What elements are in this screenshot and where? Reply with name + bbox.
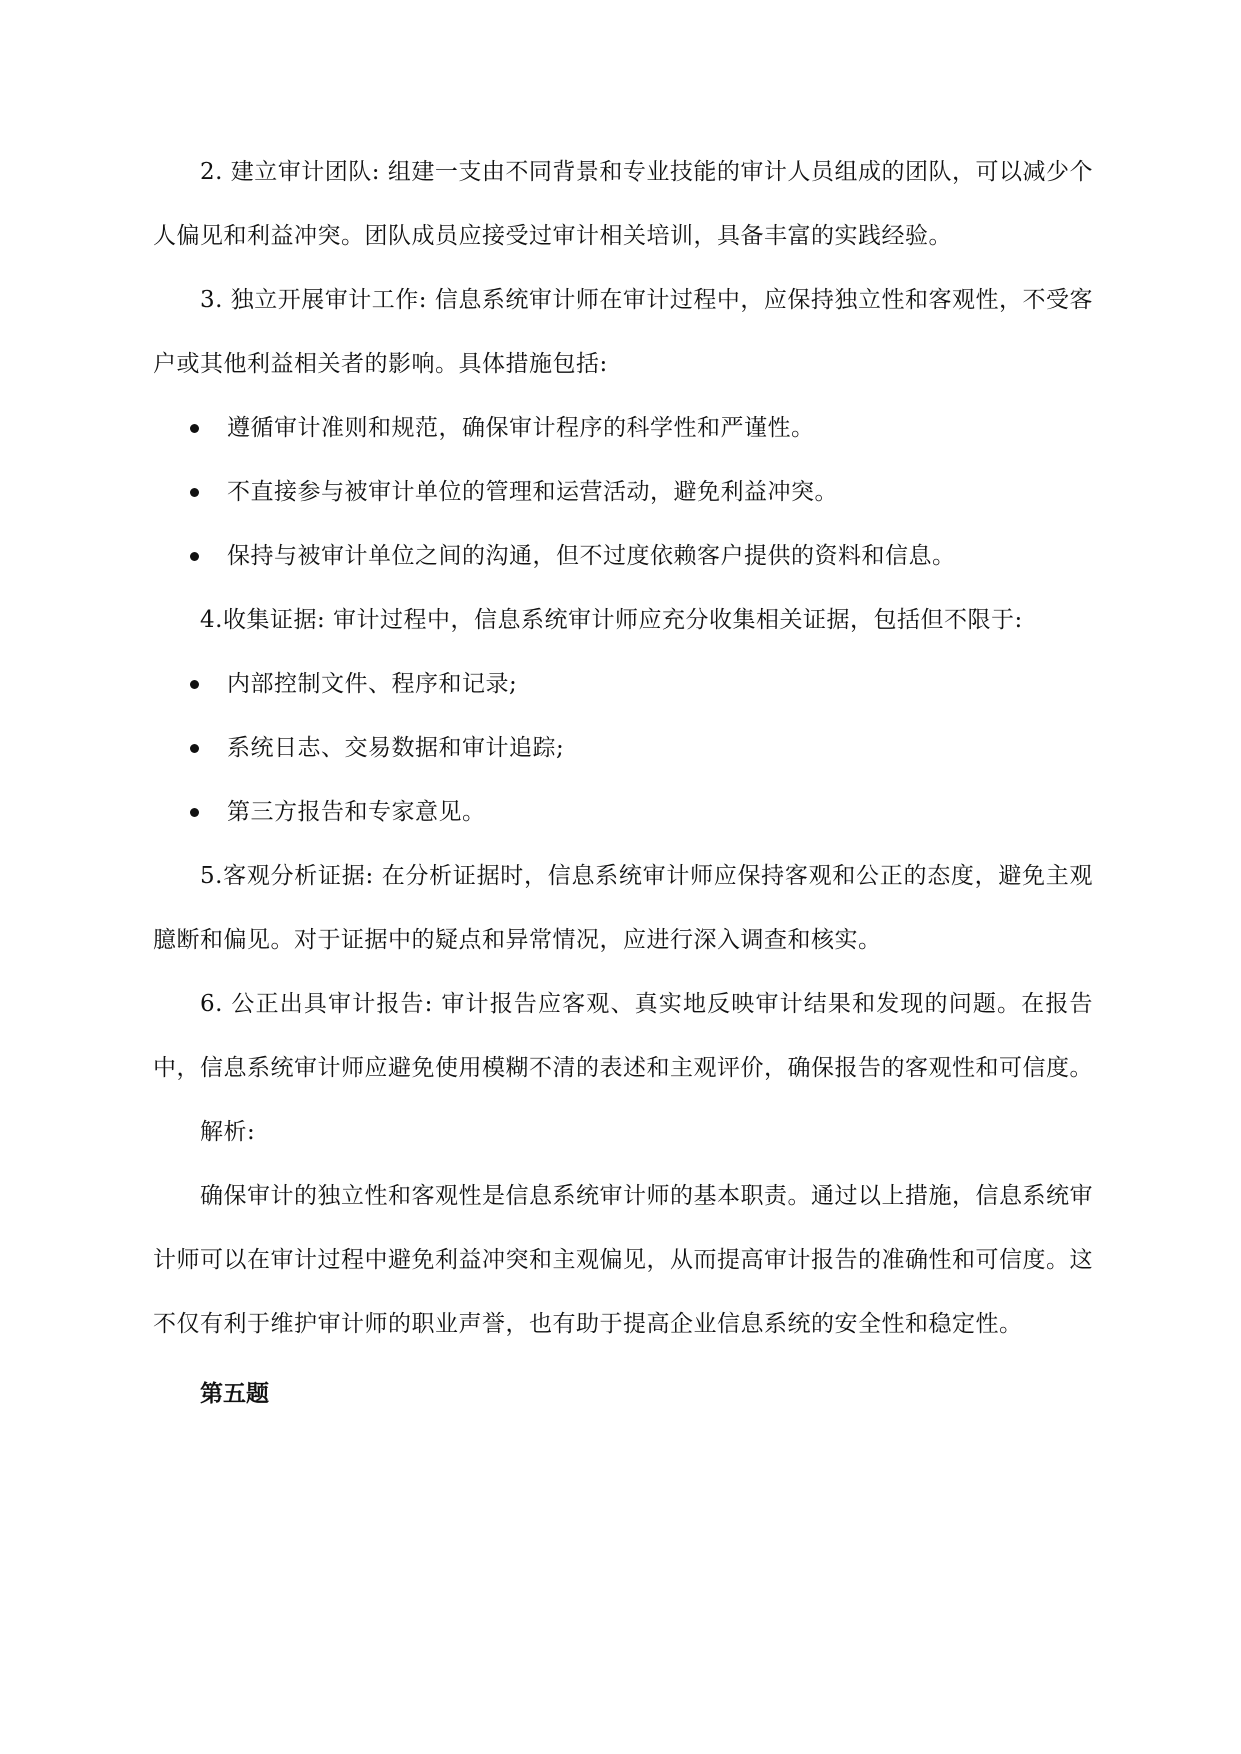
list-item <box>153 524 1093 588</box>
bullet-icon <box>190 808 199 817</box>
document-body <box>153 140 1093 1426</box>
list-item <box>153 716 1093 780</box>
list-item-text: 不直接参与被审计单位的管理和运营活动，避免利益冲突。 <box>227 479 838 505</box>
section-heading: 第五题 <box>200 1381 269 1407</box>
bullet-icon <box>190 744 199 753</box>
paragraph-analyze-evidence: 5.客观分析证据: 在分析证据时，信息系统审计师应保持客观和公正的态度，避免主观臆断和偏见。对于证据中的疑点和异常情况，应进行深入调查和核实。 <box>153 863 1093 953</box>
list-item <box>153 780 1093 844</box>
list-item-text: 系统日志、交易数据和审计追踪; <box>227 735 565 761</box>
measures-list <box>153 396 1093 588</box>
bullet-icon <box>190 424 199 433</box>
paragraph-independent-audit: 3. 独立开展审计工作: 信息系统审计师在审计过程中，应保持独立性和客观性，不受客户或其他利益相关者的影响。具体措施包括: <box>153 287 1093 377</box>
list-item-text: 第三方报告和专家意见。 <box>227 799 486 825</box>
list-item-text: 遵循审计准则和规范，确保审计程序的科学性和严谨性。 <box>227 415 815 441</box>
bullet-icon <box>190 680 199 689</box>
list-item <box>153 460 1093 524</box>
list-item <box>153 396 1093 460</box>
list-item-text: 保持与被审计单位之间的沟通，但不过度依赖客户提供的资料和信息。 <box>227 543 956 569</box>
paragraph-analysis: 确保审计的独立性和客观性是信息系统审计师的基本职责。通过以上措施，信息系统审计师可以在审计过程中避免利益冲突和主观偏见，从而提高审计报告的准确性和可信度。这不仅有利于维护审计师的职业声誉，也有助于提高企业信息系统的安全性和稳定性。 <box>153 1183 1093 1337</box>
paragraph-analysis-label: 解析: <box>200 1119 256 1145</box>
paragraph-audit-team: 2. 建立审计团队: 组建一支由不同背景和专业技能的审计人员组成的团队，可以减少个人偏见和利益冲突。团队成员应接受过审计相关培训，具备丰富的实践经验。 <box>153 159 1093 249</box>
list-item <box>153 652 1093 716</box>
paragraph-audit-report: 6. 公正出具审计报告: 审计报告应客观、真实地反映审计结果和发现的问题。在报告中，信息系统审计师应避免使用模糊不清的表述和主观评价，确保报告的客观性和可信度。 <box>153 991 1093 1081</box>
list-item-text: 内部控制文件、程序和记录; <box>227 671 518 697</box>
bullet-icon <box>190 488 199 497</box>
evidence-list <box>153 652 1093 844</box>
bullet-icon <box>190 552 199 561</box>
paragraph-collect-evidence: 4.收集证据: 审计过程中，信息系统审计师应充分收集相关证据，包括但不限于: <box>200 607 1023 633</box>
